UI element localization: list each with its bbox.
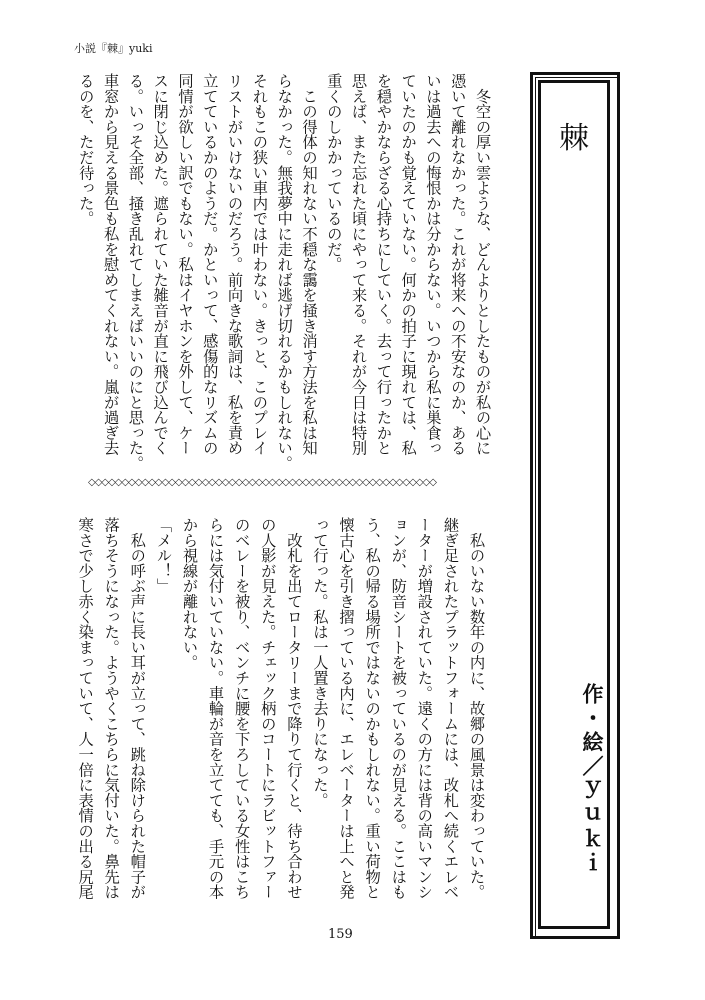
text-column: から視線が離れない。 bbox=[180, 517, 199, 670]
section-separator: ◇◇◇◇◇◇◇◇◇◇◇◇◇◇◇◇◇◇◇◇◇◇◇◇◇◇◇◇◇◇◇◇◇◇◇◇◇◇◇◇◇◇◇◇◇◇◇◇◇◇◇◇ bbox=[88, 477, 436, 488]
text-column: ていたのかも覚えていない。何かの拍子に現れては、私 bbox=[399, 73, 418, 456]
text-column: のベレーを被り、ベンチに腰を下ろしている女性はこち bbox=[232, 517, 251, 900]
text-column: それもこの狭い車内では叶わない。きっと、このプレイ bbox=[250, 73, 269, 456]
bottom-text-section bbox=[72, 517, 490, 917]
text-column: 私のいない数年の内に、故郷の風景は変わっていた。 bbox=[467, 517, 486, 900]
text-column: 改札を出てロータリーまで降りて行くと、待ち合わせ bbox=[284, 517, 303, 900]
text-column: 私の呼ぶ声に長い耳が立って、跳ね除けられた帽子が bbox=[128, 517, 147, 900]
text-column: 憑いて離れなかった。これが将来への不安なのか、ある bbox=[448, 73, 467, 456]
text-column: う、私の帰る場所ではないのかもしれない。重い荷物と bbox=[363, 517, 382, 900]
title-box bbox=[530, 72, 620, 939]
text-column: の人影が見えた。チェック柄のコートにラビットファー bbox=[258, 517, 277, 900]
text-column: を穏やかならざる心持ちにしていく。去って行ったかと bbox=[374, 73, 393, 456]
text-column: スに閉じ込めた。遮られていた雑音が直に飛び込んでく bbox=[151, 73, 170, 456]
text-column: ーターが増設されていた。遠くの方には背の高いマンシ bbox=[415, 517, 434, 900]
text-column: る。いっそ全部、掻き乱れてしまえばいいのにと思った。 bbox=[126, 73, 145, 471]
text-column: 落ちそうになった。ようやくこちらに気付いた。鼻先は bbox=[102, 517, 121, 900]
text-column: 立てているかのようだ。かといって、感傷的なリズムの bbox=[200, 73, 219, 456]
text-column: 車窓から見える景色も私を慰めてくれない。嵐が過ぎ去 bbox=[101, 73, 120, 456]
text-column: 継ぎ足されたプラットフォームには、改札へ続くエレベ bbox=[441, 517, 460, 900]
text-column: るのを、ただ待った。 bbox=[76, 73, 95, 226]
text-column: 懐古心を引き摺っている内に、エレベーターは上へと発 bbox=[337, 517, 356, 900]
text-column: 「メル！」 bbox=[154, 517, 173, 594]
running-header: 小説『棘』yuki bbox=[74, 42, 153, 55]
author-credit: 作・絵／ｙｕｋｉ bbox=[580, 683, 605, 875]
text-column: 同情が欲しい訳でもない。私はイヤホンを外して、ケー bbox=[175, 73, 194, 456]
text-column: らには気付いていない。車輪が音を立てても、手元の本 bbox=[206, 517, 225, 900]
page-number: 159 bbox=[328, 927, 353, 942]
top-text-section bbox=[73, 73, 495, 473]
text-column: 思えば、また忘れた頃にやって来る。それが今日は特別 bbox=[349, 73, 368, 456]
text-column: 冬空の厚い雲ような、どんよりとしたものが私の心に bbox=[473, 73, 492, 456]
text-column: いは過去への悔恨かは分からない。いつから私に巣食っ bbox=[423, 73, 442, 456]
text-column: ョンが、防音シートを被っているのが見える。ここはも bbox=[389, 517, 408, 900]
text-column: らなかった。無我夢中に走れば逃げ切れるかもしれない。 bbox=[275, 73, 294, 471]
text-column: リストがいけないのだろう。前向きな歌詞は、私を責め bbox=[225, 73, 244, 456]
story-title: 棘 bbox=[559, 121, 589, 156]
text-column: この得体の知れない不穏な靄を掻き消す方法を私は知 bbox=[299, 73, 318, 456]
text-column: って行った。私は一人置き去りになった。 bbox=[310, 517, 329, 808]
text-column: 寒さで少し赤く染まっていて、人一倍に表情の出る尻尾 bbox=[76, 517, 95, 900]
text-column: 重くのしかかっているのだ。 bbox=[324, 73, 343, 272]
